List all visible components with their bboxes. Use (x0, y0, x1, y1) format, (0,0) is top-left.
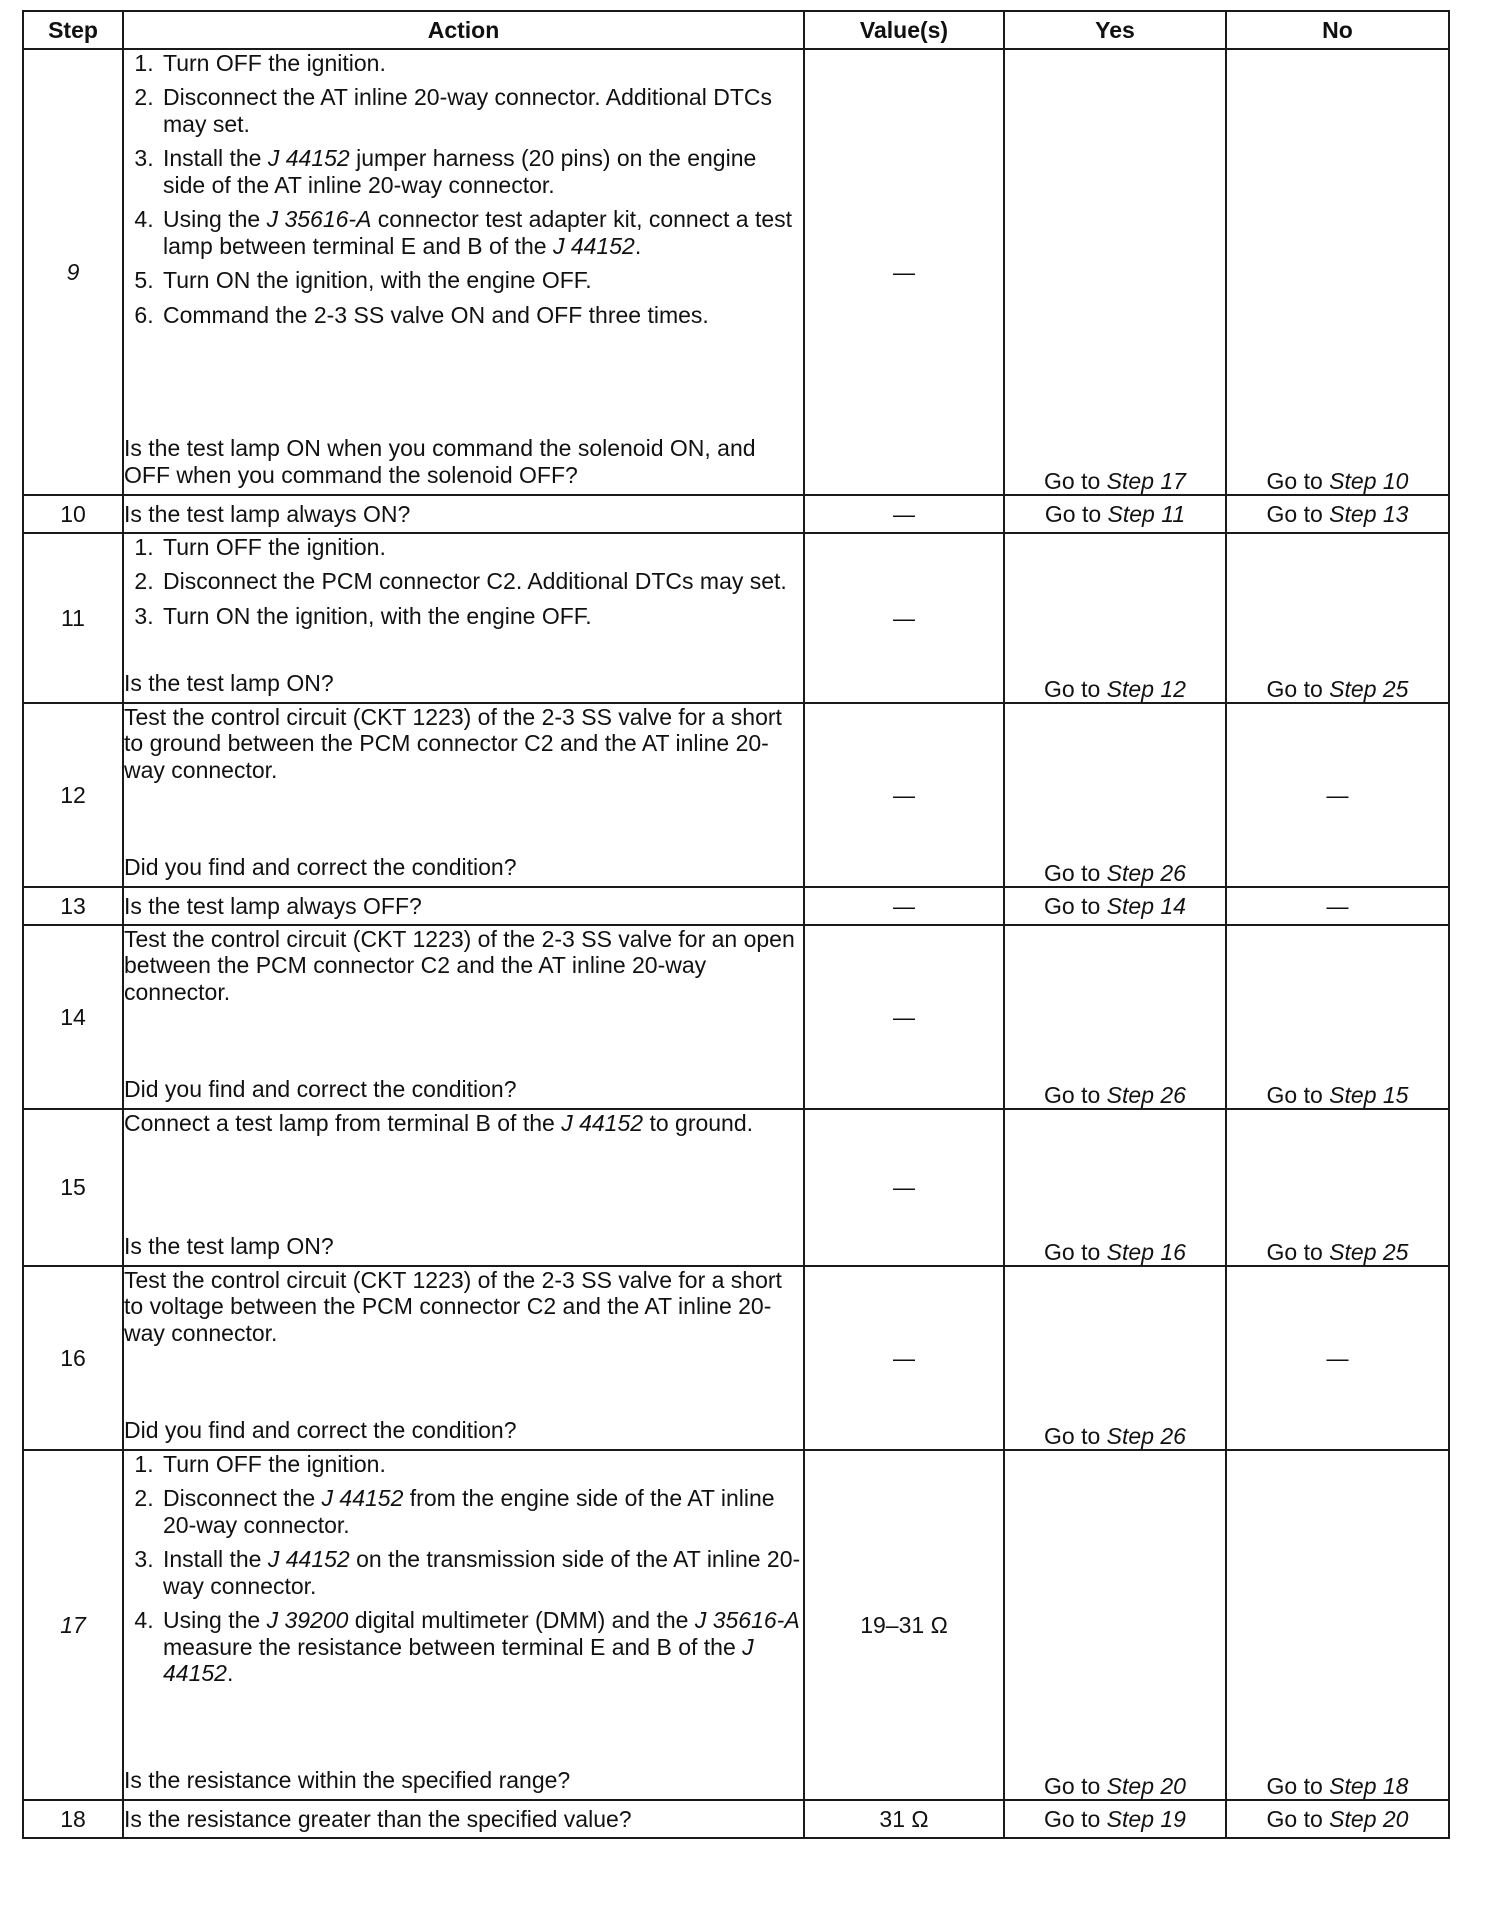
value-cell (804, 49, 1004, 495)
no-step-link: Step 15 (1329, 1081, 1409, 1108)
step-number: 11 (23, 533, 123, 703)
tool-reference: J 44152 (267, 1546, 350, 1573)
action-step-item: 6. Command the 2-3 SS valve ON and OFF three times. (160, 302, 803, 328)
header-no: No (1226, 11, 1449, 49)
diagnostic-table (22, 10, 1450, 1839)
yes-cell: Go to Step 14 (1004, 887, 1226, 925)
tool-reference: J 44152 (552, 232, 635, 259)
value-cell (804, 887, 1004, 925)
action-cell (123, 703, 804, 887)
action-step-item: 1. Turn OFF the ignition. (160, 50, 803, 76)
action-step-item: 2. Disconnect the AT inline 20-way connector. Additional DTCs may set. (160, 84, 803, 137)
action-cell (123, 1800, 804, 1838)
action-cell (123, 925, 804, 1109)
tool-reference: J 35616-A (266, 206, 372, 233)
action-question: Is the test lamp always OFF? (124, 892, 422, 919)
tool-reference: J 44152 (267, 145, 350, 172)
tool-reference: J 35616-A (694, 1607, 800, 1634)
no-step-link: Step 13 (1329, 500, 1409, 527)
value-text: 19–31 Ω (860, 1611, 948, 1638)
no-step-link: Step 20 (1329, 1805, 1409, 1832)
action-step-item: 4. Using the J 39200 digital multimeter (DMM) and the J 35616-A measure the resistance between terminal E and B of the J 44152. (160, 1607, 803, 1686)
action-step-item: 5. Turn ON the ignition, with the engine OFF. (160, 267, 803, 293)
step-number: 18 (23, 1800, 123, 1838)
yes-cell: Go to Step 17 (1004, 49, 1226, 495)
action-question: Is the test lamp always ON? (124, 500, 411, 527)
step-number: 10 (23, 495, 123, 533)
action-step-item: 4. Using the J 35616-A connector test adapter kit, connect a test lamp between terminal E and B of the J 44152. (160, 206, 803, 259)
value-cell (804, 1450, 1004, 1800)
yes-cell: Go to Step 19 (1004, 1800, 1226, 1838)
table-row-step-18 (23, 1800, 1449, 1838)
action-text: Test the control circuit (CKT 1223) of the 2-3 SS valve for an open between the PCM connector C2 and the AT inline 20-way connector. (124, 926, 795, 1005)
action-question: Is the test lamp ON when you command the solenoid ON, and OFF when you command the solenoid OFF? (124, 435, 756, 488)
no-dash: — (1326, 1345, 1349, 1371)
action-step-item: 2. Disconnect the PCM connector C2. Additional DTCs may set. (160, 568, 803, 594)
action-steps-list (124, 534, 803, 629)
step-number: 17 (23, 1450, 123, 1800)
value-cell (804, 495, 1004, 533)
table-row-step-17 (23, 1450, 1449, 1800)
step-number: 14 (23, 925, 123, 1109)
yes-cell: Go to Step 12 (1004, 533, 1226, 703)
yes-cell: Go to Step 16 (1004, 1109, 1226, 1266)
yes-cell: Go to Step 26 (1004, 1266, 1226, 1450)
header-row (23, 11, 1449, 49)
table-row-step-10 (23, 495, 1449, 533)
action-text: Connect a test lamp from terminal B of the J 44152 to ground. (124, 1110, 754, 1136)
no-step-link: Step 25 (1329, 675, 1409, 702)
yes-step-link: Step 14 (1106, 892, 1186, 919)
action-question: Is the test lamp ON? (124, 1232, 334, 1259)
no-cell: Go to Step 10 (1226, 49, 1449, 495)
yes-cell: Go to Step 26 (1004, 703, 1226, 887)
value-text: — (893, 605, 915, 631)
header-values: Value(s) (804, 11, 1004, 49)
action-step-item: 3. Install the J 44152 on the transmission side of the AT inline 20-way connector. (160, 1546, 803, 1599)
yes-step-link: Step 19 (1106, 1805, 1186, 1832)
action-steps-list (124, 1451, 803, 1695)
value-text: — (893, 893, 915, 919)
step-number: 15 (23, 1109, 123, 1266)
value-text: — (893, 501, 915, 527)
action-question: Is the resistance within the specified range? (124, 1766, 571, 1793)
value-text: — (893, 259, 915, 285)
no-cell (1226, 703, 1449, 887)
step-number: 9 (23, 49, 123, 495)
table-row-step-15 (23, 1109, 1449, 1266)
yes-step-link: Step 11 (1107, 500, 1186, 527)
yes-step-link: Step 16 (1106, 1238, 1186, 1265)
table-row-step-11 (23, 533, 1449, 703)
table-row-step-14 (23, 925, 1449, 1109)
action-question: Did you find and correct the condition? (124, 853, 517, 880)
value-text: — (893, 782, 915, 808)
tool-reference: J 39200 (266, 1607, 349, 1634)
no-dash: — (1326, 893, 1349, 919)
value-cell (804, 703, 1004, 887)
no-cell: Go to Step 18 (1226, 1450, 1449, 1800)
tool-reference: J 44152 (561, 1110, 644, 1136)
action-text: Test the control circuit (CKT 1223) of the 2-3 SS valve for a short to voltage between the PCM connector C2 and the AT inline 20-way connector. (124, 1267, 782, 1346)
action-step-item: 2. Disconnect the J 44152 from the engine side of the AT inline 20-way connector. (160, 1485, 803, 1538)
table-row-step-12 (23, 703, 1449, 887)
no-dash: — (1326, 782, 1349, 808)
header-action: Action (123, 11, 804, 49)
value-cell (804, 1109, 1004, 1266)
action-cell (123, 49, 804, 495)
no-cell: Go to Step 13 (1226, 495, 1449, 533)
action-text: Test the control circuit (CKT 1223) of the 2-3 SS valve for a short to ground between the PCM connector C2 and the AT inline 20-way connector. (124, 704, 782, 783)
no-step-link: Step 18 (1329, 1772, 1409, 1799)
yes-step-link: Step 26 (1106, 1081, 1186, 1108)
action-cell (123, 887, 804, 925)
action-cell (123, 533, 804, 703)
action-question: Is the test lamp ON? (124, 669, 334, 696)
action-step-item: 1. Turn OFF the ignition. (160, 1451, 803, 1477)
no-cell: Go to Step 20 (1226, 1800, 1449, 1838)
step-number: 16 (23, 1266, 123, 1450)
no-cell: Go to Step 25 (1226, 533, 1449, 703)
tool-reference: J 44152 (321, 1485, 404, 1512)
yes-cell: Go to Step 26 (1004, 925, 1226, 1109)
no-cell: Go to Step 25 (1226, 1109, 1449, 1266)
yes-cell: Go to Step 11 (1004, 495, 1226, 533)
no-cell: Go to Step 15 (1226, 925, 1449, 1109)
tool-reference: J 44152 (163, 1633, 754, 1687)
value-text: 31 Ω (879, 1805, 929, 1832)
action-question: Did you find and correct the condition? (124, 1416, 517, 1443)
yes-cell: Go to Step 20 (1004, 1450, 1226, 1800)
yes-step-link: Step 26 (1106, 1422, 1186, 1449)
header-step: Step (23, 11, 123, 49)
action-step-item: 3. Turn ON the ignition, with the engine OFF. (160, 603, 803, 629)
no-cell (1226, 887, 1449, 925)
value-cell (804, 1800, 1004, 1838)
value-cell (804, 925, 1004, 1109)
value-text: — (893, 1175, 915, 1201)
action-question: Is the resistance greater than the specified value? (124, 1805, 632, 1832)
no-step-link: Step 25 (1329, 1238, 1409, 1265)
table-row-step-16 (23, 1266, 1449, 1450)
no-cell (1226, 1266, 1449, 1450)
no-step-link: Step 10 (1329, 467, 1409, 494)
action-step-item: 3. Install the J 44152 jumper harness (20 pins) on the engine side of the AT inline 20-way connector. (160, 145, 803, 198)
table-row-step-9 (23, 49, 1449, 495)
header-yes: Yes (1004, 11, 1226, 49)
action-cell (123, 495, 804, 533)
table-row-step-13 (23, 887, 1449, 925)
action-question: Did you find and correct the condition? (124, 1075, 517, 1102)
action-step-item: 1. Turn OFF the ignition. (160, 534, 803, 560)
step-number: 12 (23, 703, 123, 887)
step-number: 13 (23, 887, 123, 925)
action-cell (123, 1109, 804, 1266)
action-cell (123, 1450, 804, 1800)
value-text: — (893, 1004, 915, 1030)
value-cell (804, 1266, 1004, 1450)
action-cell (123, 1266, 804, 1450)
yes-step-link: Step 26 (1106, 859, 1186, 886)
value-cell (804, 533, 1004, 703)
value-text: — (893, 1345, 915, 1371)
yes-step-link: Step 20 (1106, 1772, 1186, 1799)
yes-step-link: Step 12 (1106, 675, 1186, 702)
yes-step-link: Step 17 (1106, 467, 1186, 494)
action-steps-list (124, 50, 803, 336)
